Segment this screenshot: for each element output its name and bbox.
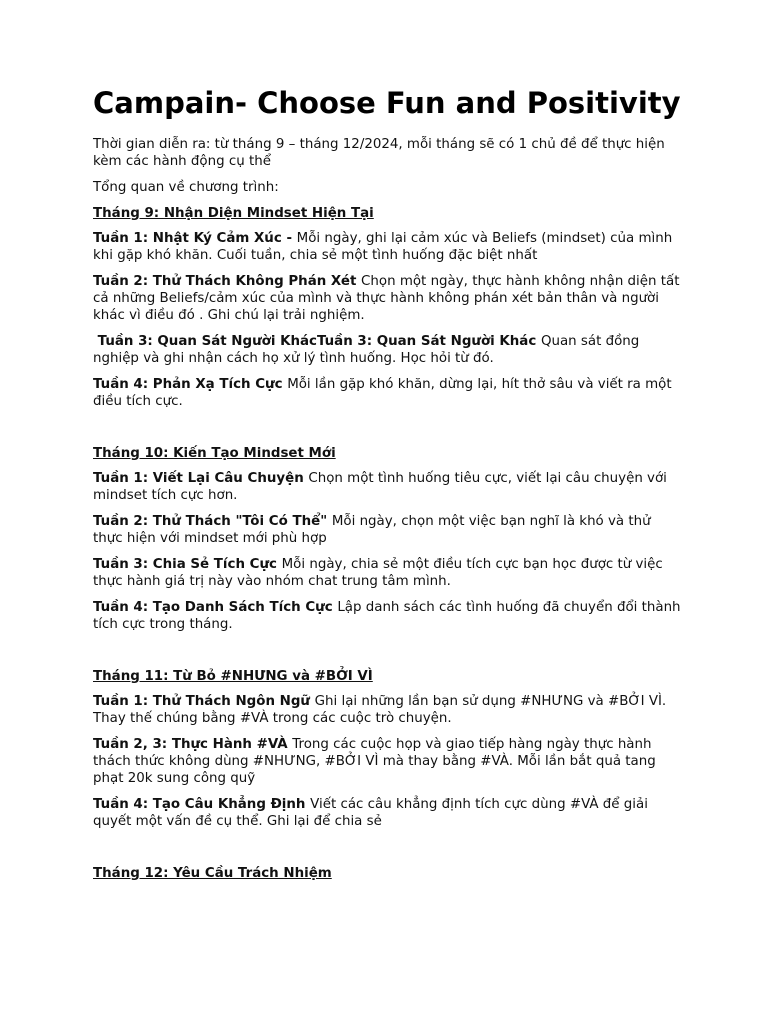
week-text: Mỗi lần gặp khó khăn, dừng lại, hít thở sâu và viết ra một điều tích cực.: [93, 377, 672, 409]
section-gap: [93, 839, 683, 865]
week-text: Trong các cuộc họp và giao tiếp hàng ngày thực hành thách thức không dùng #NHƯNG, #BỞI VÌ mà thay bằng #VÀ. Mỗi lần bắt quả tang phạt 20k sung công quỹ: [93, 737, 656, 786]
month-9-week-4: [93, 376, 683, 410]
week-lead: Tuần 1: Thử Thách Ngôn Ngữ: [93, 694, 315, 709]
week-text: Chọn một ngày, thực hành không nhận diện tất cả những Beliefs/cảm xúc của mình và thực hành không phán xét bản thân và người khác vì điều đó . Ghi chú lại trải nghiệm.: [93, 274, 680, 323]
week-text: Viết các câu khẳng định tích cực dùng #VÀ để giải quyết một vấn đề cụ thể. Ghi lại để chia sẻ: [93, 797, 648, 829]
month-11-week-1: [93, 693, 683, 727]
month-10-week-1: [93, 470, 683, 504]
week-lead: Tuần 4: Tạo Câu Khẳng Định: [93, 797, 311, 812]
month-10-week-4: [93, 599, 683, 633]
document-title: Campain- Choose Fun and Positivity: [93, 86, 681, 120]
week-text: Lập danh sách các tình huống đã chuyển đổi thành tích cực trong tháng.: [93, 600, 681, 632]
month-11-week-4: [93, 796, 683, 830]
week-text: Mỗi ngày, ghi lại cảm xúc và Beliefs (mindset) của mình khi gặp khó khăn. Cuối tuần, chia sẻ một tình huống đặc biệt nhất: [93, 231, 673, 263]
month-10-week-3: [93, 556, 683, 590]
week-lead: Tuần 4: Phản Xạ Tích Cực: [93, 377, 288, 392]
week-lead: Tuần 1: Viết Lại Câu Chuyện: [93, 471, 309, 486]
section-gap: [93, 419, 683, 445]
month-10-heading: Tháng 10: Kiến Tạo Mindset Mới: [93, 446, 336, 461]
month-10-week-2: [93, 513, 683, 547]
overview-label: Tổng quan về chương trình:: [93, 180, 279, 195]
week-text: Ghi lại những lần bạn sử dụng #NHƯNG và #BỞI VÌ. Thay thế chúng bằng #VÀ trong các cuộc trò chuyện.: [93, 694, 667, 726]
week-lead: Tuần 3: Quan Sát Người KhácTuần 3: Quan Sát Người Khác: [93, 334, 541, 349]
document-page: [93, 86, 683, 890]
month-11-week-2-3: [93, 736, 683, 787]
week-lead: Tuần 2: Thử Thách Không Phán Xét: [93, 274, 362, 289]
week-text: Mỗi ngày, chọn một việc bạn nghĩ là khó và thử thực hiện với mindset mới phù hợp: [93, 514, 651, 546]
month-9-week-3: [93, 333, 683, 367]
month-9-week-1: [93, 230, 683, 264]
week-text: Mỗi ngày, chia sẻ một điều tích cực bạn học được từ việc thực hành giá trị này vào nhóm chat trung tâm mình.: [93, 557, 663, 589]
week-lead: Tuần 2, 3: Thực Hành #VÀ: [93, 737, 293, 752]
section-gap: [93, 642, 683, 668]
week-lead: Tuần 2: Thử Thách "Tôi Có Thể": [93, 514, 332, 529]
month-9-heading: Tháng 9: Nhận Diện Mindset Hiện Tại: [93, 206, 374, 221]
month-12-heading: Tháng 12: Yêu Cầu Trách Nhiệm: [93, 866, 332, 881]
week-lead: Tuần 3: Chia Sẻ Tích Cực: [93, 557, 282, 572]
month-9-week-2: [93, 273, 683, 324]
month-11-heading: Tháng 11: Từ Bỏ #NHƯNG và #BỞI VÌ: [93, 669, 373, 684]
week-text: Quan sát đồng nghiệp và ghi nhận cách họ xử lý tình huống. Học hỏi từ đó.: [93, 334, 640, 366]
intro-paragraph: Thời gian diễn ra: từ tháng 9 – tháng 12/2024, mỗi tháng sẽ có 1 chủ đề để thực hiện kèm các hành động cụ thể: [93, 137, 665, 169]
week-lead: Tuần 1: Nhật Ký Cảm Xúc -: [93, 231, 297, 246]
week-lead: Tuần 4: Tạo Danh Sách Tích Cực: [93, 600, 338, 615]
week-text: Chọn một tình huống tiêu cực, viết lại câu chuyện với mindset tích cực hơn.: [93, 471, 667, 503]
